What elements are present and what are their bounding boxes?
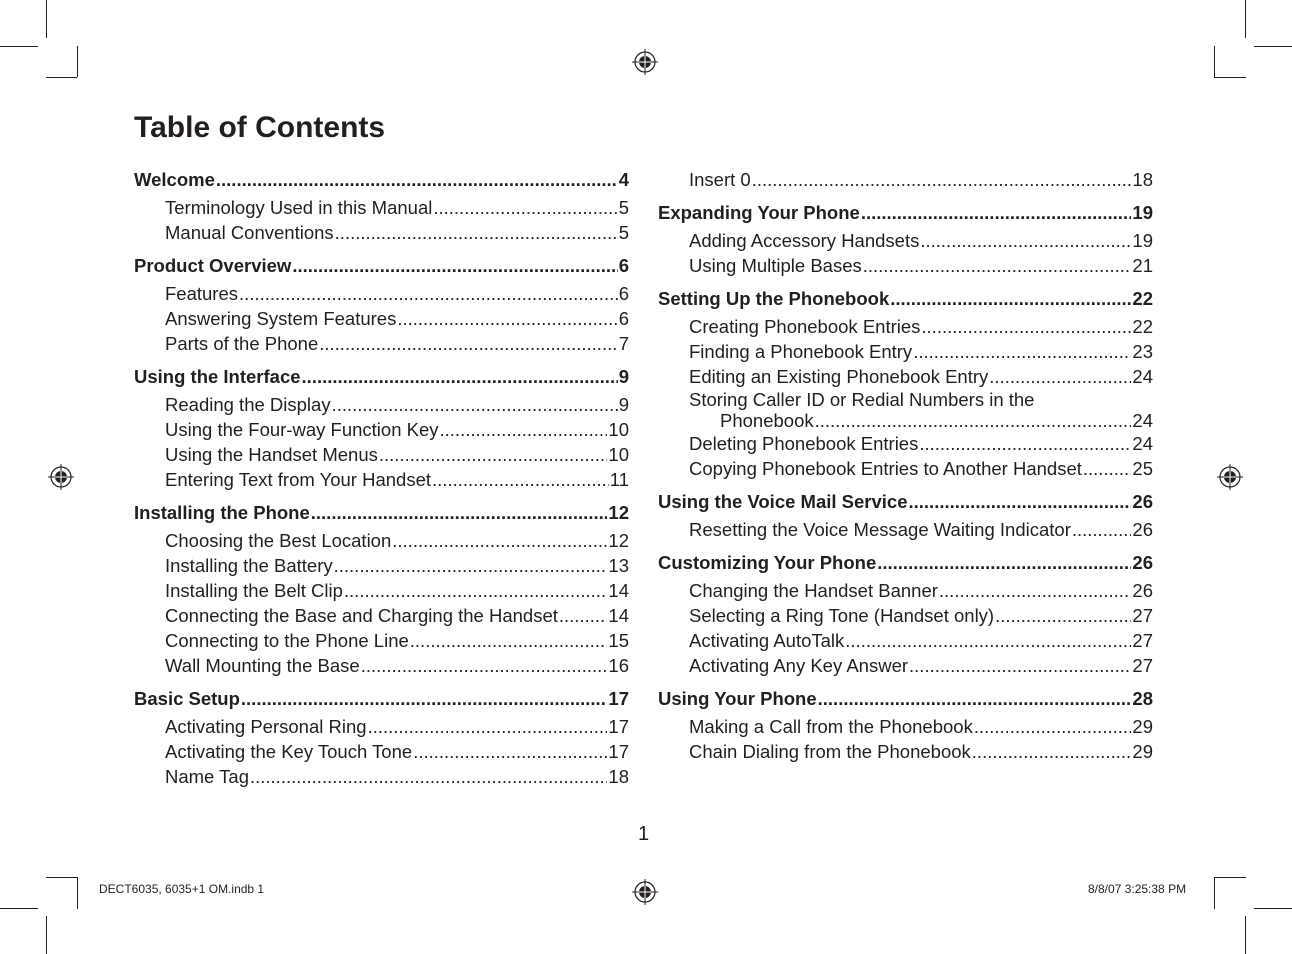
toc-entry[interactable]: [134, 603, 629, 628]
dot-leader: [815, 410, 1132, 431]
toc-section-heading[interactable]: [658, 200, 1153, 225]
dot-leader: [311, 500, 608, 525]
toc-page-number: 19: [1132, 202, 1153, 223]
toc-section: [658, 489, 1153, 542]
dot-leader: [920, 228, 1131, 253]
toc-page-number: 11: [609, 469, 629, 490]
file-slug: DECT6035, 6035+1 OM.indb 1: [99, 882, 265, 896]
toc-entry-label: Resetting the Voice Message Waiting Indicator: [689, 519, 1071, 540]
toc-entry[interactable]: [134, 220, 629, 245]
toc-left-column: [134, 167, 629, 797]
toc-entry[interactable]: [134, 553, 629, 578]
toc-entry[interactable]: [134, 739, 629, 764]
toc-section: [134, 364, 629, 492]
toc-entry[interactable]: [134, 195, 629, 220]
toc-section: [134, 167, 629, 245]
dot-leader: [1083, 456, 1132, 481]
toc-entry[interactable]: [658, 228, 1153, 253]
toc-entry-label: Activating the Key Touch Tone: [165, 741, 413, 762]
toc-page-number: 17: [608, 716, 629, 737]
toc-entry-label: Using the Handset Menus: [165, 444, 378, 465]
toc-page-number: 29: [1132, 716, 1153, 737]
toc-page-number: 10: [608, 419, 629, 440]
dot-leader: [921, 314, 1131, 339]
toc-entry-label: Chain Dialing from the Phonebook: [689, 741, 971, 762]
dot-leader: [361, 653, 608, 678]
toc-entry-label: Editing an Existing Phonebook Entry: [689, 366, 989, 387]
toc-entry-label: Insert 0: [689, 169, 751, 190]
toc-entry[interactable]: [658, 653, 1153, 678]
toc-entry[interactable]: [134, 331, 629, 356]
dot-leader: [334, 553, 608, 578]
toc-page-number: 26: [1132, 552, 1153, 573]
date-slug: 8/8/07 3:25:38 PM: [1088, 882, 1187, 896]
toc-page-number: 6: [618, 283, 629, 304]
toc-page-number: 14: [608, 605, 629, 626]
toc-page-number: 16: [608, 655, 629, 676]
toc-entry-label: Wall Mounting the Base: [165, 655, 360, 676]
toc-page-number: 14: [608, 580, 629, 601]
toc-entry-label: Basic Setup: [134, 688, 240, 709]
toc-page-number: 10: [608, 444, 629, 465]
toc-page-number: 17: [608, 741, 629, 762]
dot-leader: [861, 200, 1132, 225]
toc-section-heading[interactable]: [134, 686, 629, 711]
toc-entry[interactable]: [134, 442, 629, 467]
toc-page-number: 5: [618, 197, 629, 218]
dot-leader: [989, 364, 1131, 389]
toc-page-number: 18: [1132, 169, 1153, 190]
toc-page-number: 18: [608, 766, 629, 787]
toc-entry-label: Copying Phonebook Entries to Another Handset: [689, 458, 1082, 479]
toc-page-number: 26: [1132, 580, 1153, 601]
toc-page-number: 9: [618, 366, 629, 387]
registration-mark-icon: [1217, 464, 1243, 490]
toc-page-number: 24: [1132, 410, 1153, 431]
toc-entry-label: Manual Conventions: [165, 222, 334, 243]
toc-entry[interactable]: [134, 528, 629, 553]
toc-page-number: 6: [618, 308, 629, 329]
toc-entry[interactable]: [134, 392, 629, 417]
toc-entry-label: Activating Any Key Answer: [689, 655, 909, 676]
toc-entry[interactable]: [658, 364, 1153, 389]
toc-entry[interactable]: [134, 417, 629, 442]
toc-entry-label: Phonebook: [720, 410, 814, 431]
dot-leader: [432, 467, 609, 492]
toc-entry-label: Installing the Battery: [165, 555, 333, 576]
toc-entry[interactable]: [658, 456, 1153, 481]
dot-leader: [913, 339, 1131, 364]
toc-entry-label: Using Multiple Bases: [689, 255, 862, 276]
toc-entry[interactable]: [134, 764, 629, 789]
dot-leader: [368, 714, 608, 739]
dot-leader: [319, 331, 617, 356]
toc-section: [134, 500, 629, 678]
page-title: Table of Contents: [134, 111, 386, 144]
dot-leader: [972, 739, 1132, 764]
dot-leader: [379, 442, 608, 467]
dot-leader: [241, 686, 608, 711]
toc-entry[interactable]: [134, 281, 629, 306]
dot-leader: [818, 686, 1132, 711]
toc-section-heading[interactable]: [134, 500, 629, 525]
toc-entry-label: Installing the Belt Clip: [165, 580, 343, 601]
dot-leader: [909, 653, 1131, 678]
toc-section: [134, 686, 629, 789]
toc-entry-label: Installing the Phone: [134, 502, 310, 523]
toc-page-number: 22: [1132, 288, 1153, 309]
dot-leader: [410, 628, 608, 653]
toc-page-number: 15: [608, 630, 629, 651]
dot-leader: [909, 489, 1132, 514]
toc-page-number: 9: [618, 394, 629, 415]
toc-page-number: 5: [618, 222, 629, 243]
toc-page-number: 24: [1132, 366, 1153, 387]
registration-mark-icon: [632, 49, 658, 75]
toc-entry[interactable]: [658, 253, 1153, 278]
toc-entry-label: Connecting the Base and Charging the Handset: [165, 605, 558, 626]
toc-section: [658, 286, 1153, 481]
toc-entry-label: Name Tag: [165, 766, 249, 787]
toc-page-number: 27: [1132, 655, 1153, 676]
dot-leader: [332, 392, 618, 417]
toc-entry[interactable]: [658, 578, 1153, 603]
toc-section-heading[interactable]: [134, 253, 629, 278]
toc-entry[interactable]: [134, 467, 629, 492]
toc-section-heading[interactable]: [658, 489, 1153, 514]
toc-entry-label: Choosing the Best Location: [165, 530, 392, 551]
toc-entry-label: Using the Four-way Function Key: [165, 419, 439, 440]
toc-section: [658, 550, 1153, 678]
toc-entry-label: Parts of the Phone: [165, 333, 319, 354]
toc-entry-label: Terminology Used in this Manual: [165, 197, 433, 218]
toc-entry[interactable]: [658, 714, 1153, 739]
toc-entry[interactable]: [658, 739, 1153, 764]
dot-leader: [397, 306, 617, 331]
dot-leader: [250, 764, 607, 789]
toc-page-number: 6: [618, 255, 629, 276]
dot-leader: [216, 167, 618, 192]
dot-leader: [974, 714, 1132, 739]
toc-section: [658, 200, 1153, 278]
toc-entry-label: Reading the Display: [165, 394, 331, 415]
toc-entry[interactable]: [658, 628, 1153, 653]
dot-leader: [877, 550, 1131, 575]
toc-entry-label: Expanding Your Phone: [658, 202, 860, 223]
dot-leader: [845, 628, 1131, 653]
dot-leader: [239, 281, 618, 306]
toc-entry-label: Finding a Phonebook Entry: [689, 341, 913, 362]
toc-page-number: 29: [1132, 741, 1153, 762]
toc-carryover: [658, 167, 1153, 192]
toc-entry-label: Activating AutoTalk: [689, 630, 845, 651]
toc-page-number: 12: [608, 502, 629, 523]
toc-entry[interactable]: [658, 167, 1153, 192]
toc-page-number: 27: [1132, 630, 1153, 651]
toc-entry[interactable]: [134, 628, 629, 653]
toc-entry-label: Answering System Features: [165, 308, 397, 329]
dot-leader: [440, 417, 608, 442]
toc-entry-label: Connecting to the Phone Line: [165, 630, 409, 651]
toc-section: [134, 253, 629, 356]
toc-entry[interactable]: [134, 714, 629, 739]
dot-leader: [752, 167, 1132, 192]
toc-entry-label: Creating Phonebook Entries: [689, 316, 921, 337]
toc-page-number: 22: [1132, 316, 1153, 337]
toc-entry-label: Adding Accessory Handsets: [689, 230, 920, 251]
dot-leader: [939, 578, 1132, 603]
dot-leader: [344, 578, 608, 603]
toc-page-number: 26: [1132, 491, 1153, 512]
toc-entry-label: Welcome: [134, 169, 215, 190]
registration-mark-icon: [48, 464, 74, 490]
toc-page-number: 27: [1132, 605, 1153, 626]
dot-leader: [413, 739, 607, 764]
toc-entry[interactable]: [658, 517, 1153, 542]
toc-entry-label: Entering Text from Your Handset: [165, 469, 432, 490]
toc-page-number: 28: [1132, 688, 1153, 709]
toc-entry-label: Changing the Handset Banner: [689, 580, 938, 601]
toc-section-heading[interactable]: [658, 686, 1153, 711]
dot-leader: [995, 603, 1131, 628]
toc-entry-label: Product Overview: [134, 255, 292, 276]
toc-entry[interactable]: [658, 603, 1153, 628]
toc-entry[interactable]: [658, 389, 1153, 431]
dot-leader: [335, 220, 618, 245]
toc-entry-label: Setting Up the Phonebook: [658, 288, 890, 309]
dot-leader: [302, 364, 618, 389]
dot-leader: [433, 195, 617, 220]
toc-entry-label: Making a Call from the Phonebook: [689, 716, 973, 737]
toc-entry-label: Storing Caller ID or Redial Numbers in the: [689, 389, 1035, 410]
dot-leader: [863, 253, 1132, 278]
toc-page-number: 21: [1132, 255, 1153, 276]
toc-entry-label: Using Your Phone: [658, 688, 817, 709]
registration-mark-icon: [632, 879, 658, 905]
dot-leader: [919, 431, 1131, 456]
toc-section-heading[interactable]: [658, 550, 1153, 575]
toc-entry[interactable]: [658, 339, 1153, 364]
toc-entry-label: Using the Interface: [134, 366, 301, 387]
toc-entry[interactable]: [658, 314, 1153, 339]
toc-section-heading[interactable]: [658, 286, 1153, 311]
toc-section-heading[interactable]: [134, 364, 629, 389]
toc-entry-label: Customizing Your Phone: [658, 552, 877, 573]
toc-page-number: 23: [1132, 341, 1153, 362]
page-number: 1: [638, 823, 650, 845]
toc-section: [658, 686, 1153, 764]
toc-page-number: 19: [1132, 230, 1153, 251]
toc-section-heading[interactable]: [134, 167, 629, 192]
toc-entry-label: Activating Personal Ring: [165, 716, 367, 737]
toc-entry-label: Deleting Phonebook Entries: [689, 433, 919, 454]
toc-right-column: [658, 167, 1153, 772]
dot-leader: [292, 253, 617, 278]
toc-page-number: 17: [608, 688, 629, 709]
toc-entry[interactable]: [134, 653, 629, 678]
toc-entry[interactable]: [134, 578, 629, 603]
dot-leader: [392, 528, 607, 553]
toc-page-number: 4: [618, 169, 629, 190]
dot-leader: [559, 603, 608, 628]
dot-leader: [1072, 517, 1132, 542]
toc-page-number: 12: [608, 530, 629, 551]
toc-page-number: 24: [1132, 433, 1153, 454]
toc-page-number: 25: [1132, 458, 1153, 479]
toc-entry-label: Selecting a Ring Tone (Handset only): [689, 605, 995, 626]
toc-entry[interactable]: [134, 306, 629, 331]
dot-leader: [890, 286, 1131, 311]
toc-entry[interactable]: [658, 431, 1153, 456]
toc-page-number: 26: [1132, 519, 1153, 540]
toc-page-number: 13: [608, 555, 629, 576]
toc-entry-label: Using the Voice Mail Service: [658, 491, 908, 512]
toc-page-number: 7: [618, 333, 629, 354]
toc-entry-label: Features: [165, 283, 239, 304]
